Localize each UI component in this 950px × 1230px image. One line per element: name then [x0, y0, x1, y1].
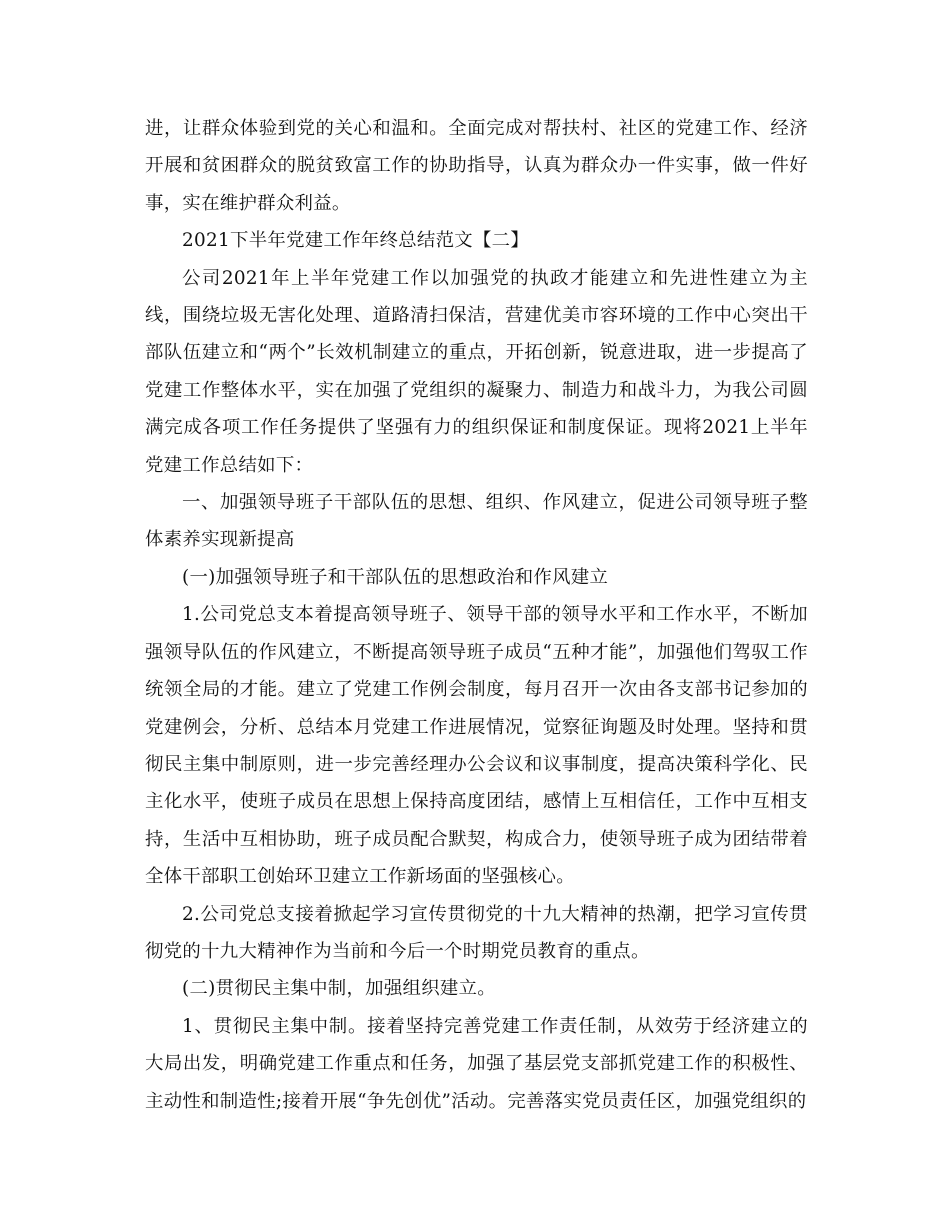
- document-body: [145, 110, 808, 1120]
- subsection-heading: (二)贯彻民主集中制，加强组织建立。: [182, 978, 496, 1000]
- paragraph: 公司2021年上半年党建工作以加强党的执政才能建立和先进性建立为主线，围绕垃圾无害化处理、道路清扫保洁，营建优美市容环境的工作中心突出干部队伍建立和“两个”长效机制建立的重点，开拓创新，锐意进取，进一步提高了党建工作整体水平，实在加强了党组织的凝聚力、制造力和战斗力，为我公司圆满完成各项工作任务提供了坚强有力的组织保证和制度保证。现将2021上半年党建工作总结如下：: [145, 267, 808, 476]
- section-heading: 2021下半年党建工作年终总结范文【二】: [182, 230, 530, 252]
- paragraph: 1、贯彻民主集中制。接着坚持完善党建工作责任制，从效劳于经济建立的大局出发，明确党建工作重点和任务，加强了基层党支部抓党建工作的积极性、主动性和制造性;接着开展“争先创优”活动。完善落实党员责任区，加强党组织的: [145, 1015, 808, 1112]
- paragraph: 1.公司党总支本着提高领导班子、领导干部的领导水平和工作水平，不断加强领导队伍的作风建立，不断提高领导班子成员“五种才能”，加强他们驾驭工作统领全局的才能。建立了党建工作例会制度，每月召开一次由各支部书记参加的党建例会，分析、总结本月党建工作进展情况，觉察征询题及时处理。坚持和贯彻民主集中制原则，进一步完善经理办公会议和议事制度，提高决策科学化、民主化水平，使班子成员在思想上保持高度团结，感情上互相信任，工作中互相支持，生活中互相协助，班子成员配合默契，构成合力，使领导班子成为团结带着全体干部职工创始环卫建立工作新场面的坚强核心。: [145, 604, 808, 888]
- paragraph: 2.公司党总支接着掀起学习宣传贯彻党的十九大精神的热潮，把学习宣传贯彻党的十九大精神作为当前和今后一个时期党员教育的重点。: [145, 903, 808, 962]
- subsection-heading: (一)加强领导班子和干部队伍的思想政治和作风建立: [182, 566, 609, 588]
- paragraph: 进，让群众体验到党的关心和温和。全面完成对帮扶村、社区的党建工作、经济开展和贫困群众的脱贫致富工作的协助指导，认真为群众办一件实事，做一件好事，实在维护群众利益。: [145, 118, 808, 214]
- paragraph: 一、加强领导班子干部队伍的思想、组织、作风建立，促进公司领导班子整体素养实现新提高: [145, 492, 808, 551]
